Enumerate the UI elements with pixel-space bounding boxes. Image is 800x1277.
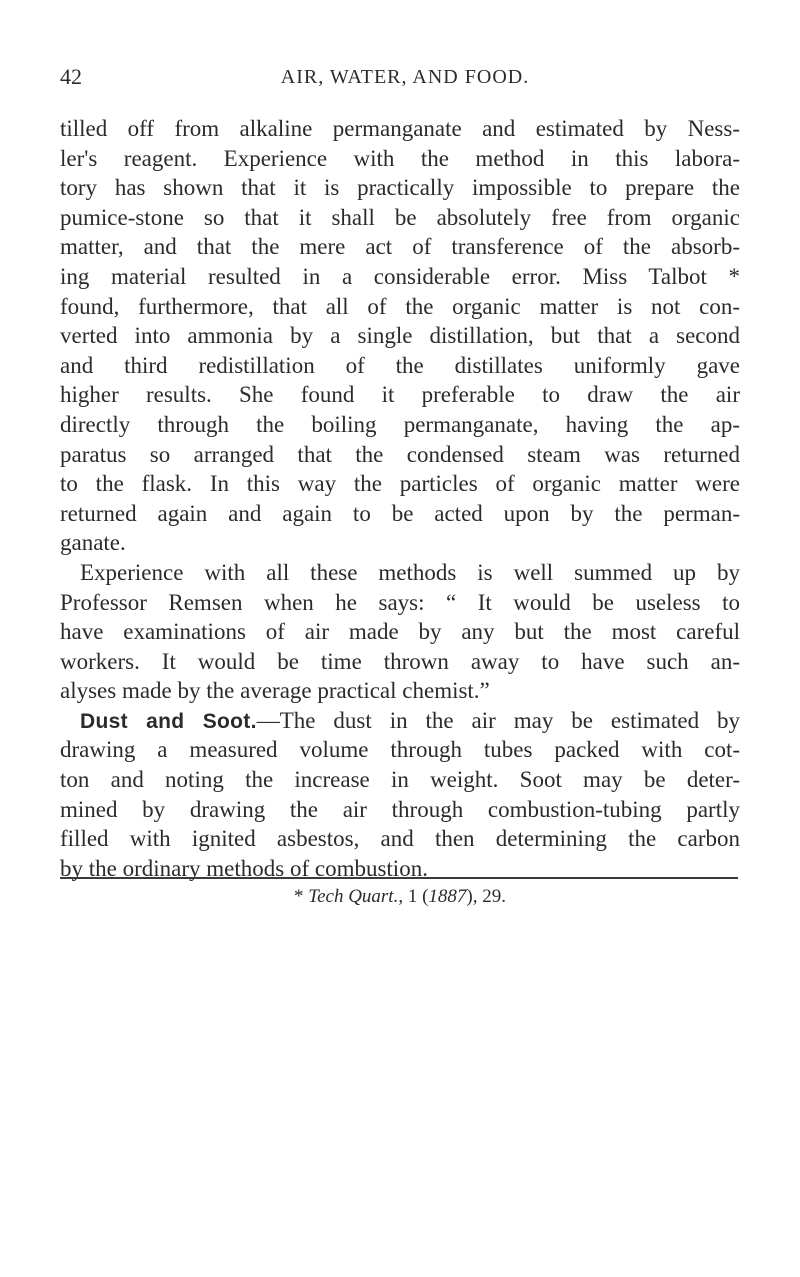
text-line: drawing a measured volume through tubes packed with cot- [60,737,740,763]
footnote-year: 1887 [428,886,467,907]
running-title: AIR, WATER, AND FOOD. [280,66,530,88]
section-heading-dust-and-soot: Dust and Soot. [80,709,257,733]
text-line: and third redistillation of the distillates uniformly gave [60,352,740,378]
text-line: alyses made by the average practical chemist.” [60,678,490,704]
text-line: filled with ignited asbestos, and then determining the carbon [60,826,740,852]
footnote [0,884,800,910]
text-line: ton and noting the increase in weight. Soot may be deter- [60,767,740,793]
text-line: paratus so arranged that the condensed steam was returned [60,441,740,467]
paragraph-3 [60,706,740,884]
text-line: returned again and again to be acted upon by the perman- [60,500,740,526]
text-line [60,706,740,736]
footnote-volume: , 1 ( [398,886,429,907]
text-line: tilled off from alkaline permanganate and estimated by Ness- [60,116,740,141]
footnote-source: Tech Quart. [308,886,399,907]
text-line: verted into ammonia by a single distillation, but that a second [60,323,740,349]
footnote-rule [60,877,738,879]
text-line: directly through the boiling permanganate, having the ap- [60,411,740,437]
body-text [60,114,740,883]
text-line: higher results. She found it preferable to draw the air [60,382,740,408]
text-line: found, furthermore, that all of the organic matter is not con- [60,293,740,319]
text-line: ing material resulted in a considerable error. Miss Talbot * [60,263,740,289]
footnote-pages: ), 29. [466,886,506,907]
text-line-rest: —The dust in the air may be estimated by [256,707,740,733]
text-line: workers. It would be time thrown away to have such an- [60,648,740,674]
text-line: pumice-stone so that it shall be absolutely free from organic [60,204,740,230]
text-line: to the flask. In this way the particles of organic matter were [60,471,740,497]
page-number: 42 [60,64,82,89]
text-line: Professor Remsen when he says: “ It would be useless to [60,589,740,615]
page-header [60,62,750,92]
text-line: mined by drawing the air through combustion-tubing partly [60,796,740,822]
text-line: ganate. [60,530,126,556]
paragraph-1 [60,114,740,558]
text-line: have examinations of air made by any but the most careful [60,619,740,645]
text-line: Experience with all these methods is well summed up by [80,559,740,585]
text-line: matter, and that the mere act of transference of the absorb- [60,234,740,260]
paragraph-2 [60,558,740,706]
footnote-marker: * [294,886,304,907]
text-line: tory has shown that it is practically impossible to prepare the [60,175,740,201]
text-line: ler's reagent. Experience with the method in this labora- [60,145,740,171]
text-line: by the ordinary methods of combustion. [60,855,428,881]
